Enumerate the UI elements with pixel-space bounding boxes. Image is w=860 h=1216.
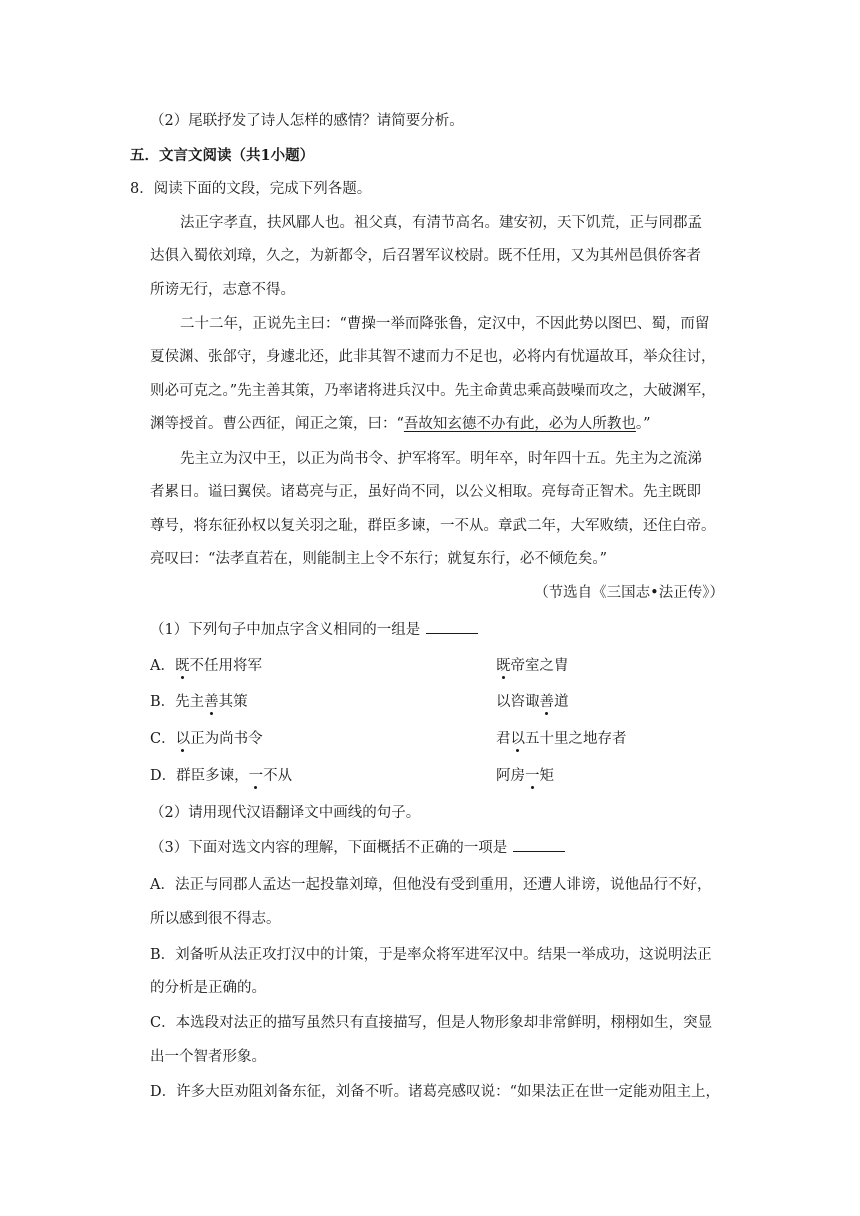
option-right (496, 655, 569, 677)
option-right-post: 五十里之地存者 (525, 731, 627, 747)
dotted-char: 以 (175, 731, 191, 747)
passage-p3-line-1: 先主立为汉中王，以正为尚书令、护军将军。明年卒，时年四十五。先主为之流涕 (180, 451, 702, 467)
quote-open: “ (396, 416, 404, 432)
sub1-option-d (150, 765, 710, 787)
passage-p2-line-3: 则必可克之。”先主善其策，乃率诸将进兵汉中。先主命黄忠乘高鼓噪而攻之，大破渊军， (150, 383, 716, 399)
dotted-char: 既 (174, 658, 190, 674)
passage-p1-line-2: 达俱入蜀依刘璋，久之，为新都令，后召署军议校尉。既不任用，又为其州邑俱侨客者 (150, 248, 701, 264)
sub3-option-c-line-1: C．本选段对法正的描写虽然只有直接描写，但是人物形象却非常鲜明，栩栩如生，突显 (150, 1015, 713, 1031)
passage-p3-line-2: 者累日。谥曰翼侯。诸葛亮与正，虽好尚不同，以公义相取。亮每奇正智术。先主既即 (150, 484, 701, 500)
option-right (496, 691, 569, 713)
answer-blank[interactable] (426, 619, 478, 634)
underlined-sentence: 吾故知玄德不办有此，必为人所教也 (403, 416, 636, 432)
answer-blank[interactable] (513, 837, 565, 852)
question-8-stem: 8．阅读下面的文段，完成下列各题。 (130, 181, 372, 197)
option-letter: D． (150, 768, 177, 784)
sub3-option-a-line-1: A．法正与同郡人孟达一起投靠刘璋，但他没有受到重用，还遭人诽谤，说他品行不好， (150, 877, 712, 893)
dotted-char: 以 (510, 731, 525, 747)
dotted-char: 一 (248, 768, 264, 784)
sub1-option-b (150, 691, 710, 713)
option-right (496, 728, 627, 750)
passage-p1-line-1: 法正字孝直，扶风郿人也。祖父真，有清节高名。建安初，天下饥荒，正与同郡孟 (180, 215, 702, 231)
sub1-option-a (150, 655, 710, 677)
sub1-stem-text: （1）下列句子中加点字含义相同的一组是 (150, 622, 421, 638)
passage-p2-line-4-text: 渊等授首。曹公西征，闻正之策，曰： (150, 416, 397, 432)
sub2-stem: （2）请用现代汉语翻译文中画线的句子。 (150, 805, 421, 821)
option-right-post: 帝室之胄 (510, 658, 569, 674)
sub3-option-d-line-1: D．许多大臣劝阻刘备东征，刘备不听。诸葛亮感叹说：“如果法正在世一定能劝阻主上， (150, 1084, 721, 1100)
option-left-post: 不任用将军 (189, 658, 262, 674)
option-right-post: 道 (554, 694, 569, 710)
passage-source: （节选自《三国志•法正传》） (534, 585, 724, 601)
option-right-post: 矩 (539, 768, 554, 784)
sub3-stem-text: （3）下面对选文内容的理解，下面概括不正确的一项是 (150, 840, 508, 856)
passage-p1-line-3: 所谤无行，志意不得。 (150, 282, 295, 298)
sub1-stem (150, 619, 478, 641)
option-letter: B． (150, 694, 176, 710)
option-left-post: 正为尚书令 (190, 731, 263, 747)
passage-p3-line-4: 亮叹曰：“法孝直若在，则能制主上令不东行；就复东行，必不倾危矣。” (150, 551, 608, 567)
dotted-char: 既 (496, 658, 511, 674)
passage-p3-line-3: 尊号，将东征孙权以复关羽之耻，群臣多谏，一不从。章武二年，大军败绩，还住白帝。 (150, 518, 716, 534)
option-letter: C． (150, 731, 176, 747)
dotted-char: 善 (539, 694, 554, 710)
option-right-pre: 阿房 (496, 768, 525, 784)
option-left-post: 其策 (218, 694, 248, 710)
passage-p2-line-4 (150, 413, 651, 435)
quote-close: 。” (635, 416, 651, 432)
sub3-stem (150, 837, 565, 859)
sub3-option-b-line-2: 的分析是正确的。 (150, 980, 266, 996)
dotted-char: 一 (525, 768, 540, 784)
option-right-pre: 君 (496, 731, 511, 747)
option-letter: A． (150, 658, 175, 674)
q7-subquestion-2: （2）尾联抒发了诗人怎样的感情？请简要分析。 (150, 113, 464, 129)
option-left-pre: 群臣多谏， (176, 768, 249, 784)
passage-p2-line-2: 夏侯渊、张郃守，身遽北还，此非其智不逮而力不足也，必将内有忧逼故耳，举众往讨， (150, 349, 716, 365)
sub3-option-c-line-2: 出一个智者形象。 (150, 1049, 266, 1065)
sub3-option-a-line-2: 所以感到很不得志。 (150, 911, 281, 927)
sub3-option-b-line-1: B．刘备听从法正攻打汉中的计策，于是率众将军进军汉中。结果一举成功，这说明法正 (150, 947, 712, 963)
option-right-pre: 以咨诹 (496, 694, 540, 710)
passage-p2-line-1: 二十二年，正说先主曰：“曹操一举而降张鲁，定汉中，不因此势以图巴、蜀，而留 (180, 316, 710, 332)
option-left-pre: 先主 (175, 694, 205, 710)
option-left-post: 不从 (263, 768, 293, 784)
sub1-option-c (150, 728, 710, 750)
option-right (496, 765, 554, 787)
section-5-title: 五．文言文阅读（共1小题） (130, 147, 315, 164)
dotted-char: 善 (204, 694, 219, 710)
